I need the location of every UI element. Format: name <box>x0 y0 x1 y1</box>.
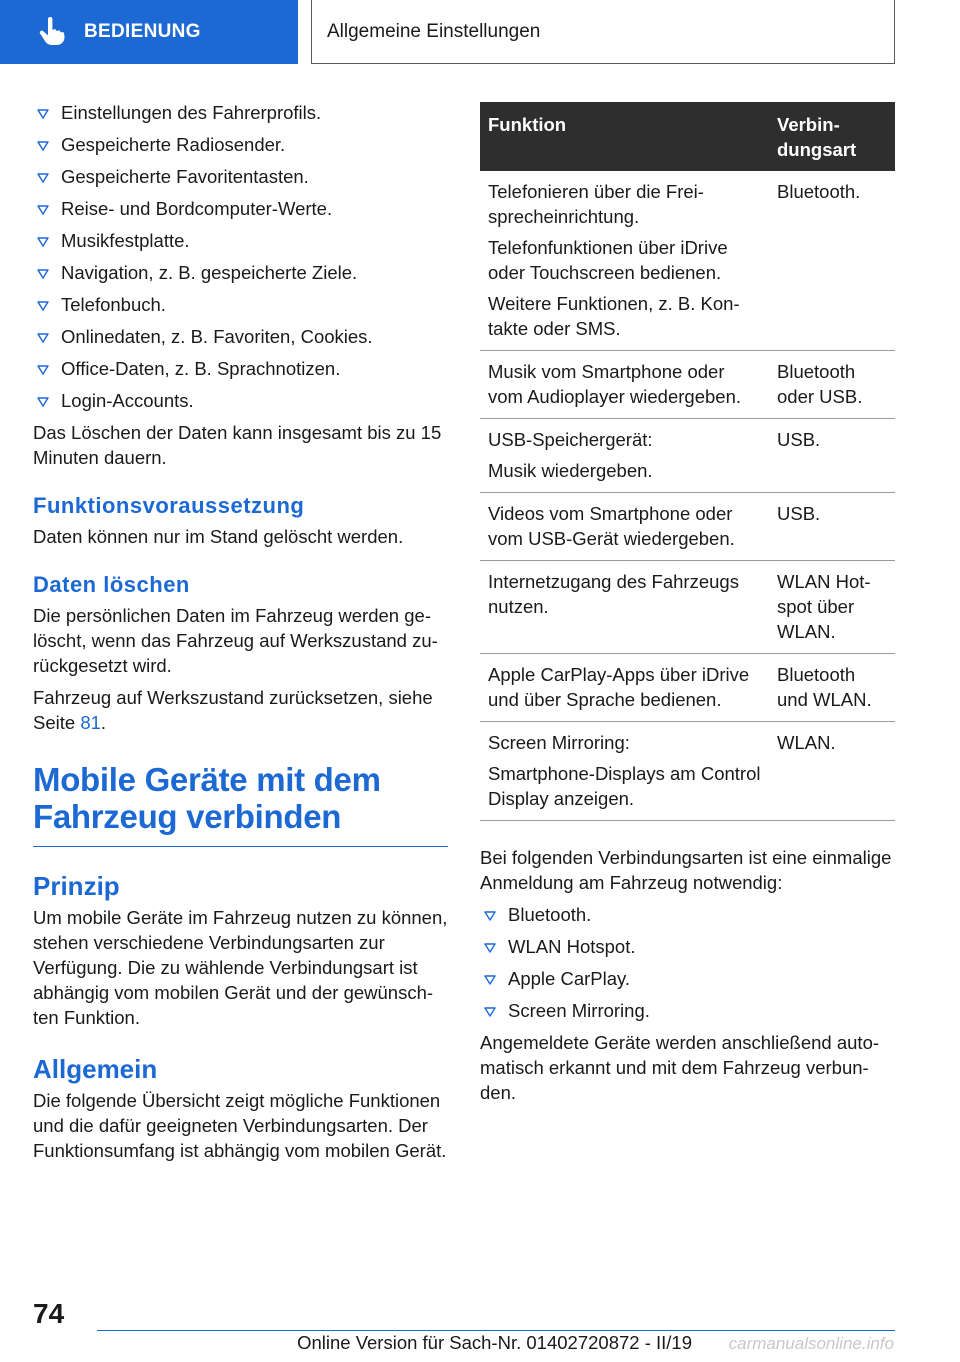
table-cell-connection: USB. <box>769 493 895 561</box>
triangle-bullet-icon <box>484 943 498 953</box>
list-item-text: Login-Accounts. <box>61 390 194 411</box>
table-cell-connection: Bluetooth oder USB. <box>769 351 895 419</box>
list-item <box>33 324 448 350</box>
triangle-bullet-icon <box>37 333 51 343</box>
triangle-bullet-icon <box>37 141 51 151</box>
registration-text: Bei folgenden Verbindungsarten ist eine einmalige Anmeldung am Fahrzeug notwendig: <box>480 847 892 893</box>
list-item <box>33 228 448 254</box>
list-item <box>33 388 448 414</box>
triangle-bullet-icon <box>484 1007 498 1017</box>
list-item-text: Office-Daten, z. B. Sprachnotizen. <box>61 358 341 379</box>
triangle-bullet-icon <box>37 109 51 119</box>
table-cell-function <box>480 171 769 351</box>
chapter-title: Allgemeine Einstellungen <box>327 20 541 42</box>
list-item <box>33 164 448 190</box>
principle-heading: Prinzip <box>33 871 120 901</box>
table-row <box>480 171 895 351</box>
list-item-text: Einstellungen des Fahrerprofils. <box>61 102 322 123</box>
list-item-text: Bluetooth. <box>508 904 592 925</box>
list-item-text: Telefonbuch. <box>61 294 166 315</box>
function-line: Telefonfunktionen über iDrive oder Touchscreen bedienen. <box>488 237 728 283</box>
reset-reference-end: . <box>100 712 107 733</box>
footer-divider <box>97 1330 895 1331</box>
precondition-heading: Funktionsvoraussetzung <box>33 493 305 518</box>
function-line: Musik vom Smartphone oder vom Audioplayer wiedergeben. <box>488 361 741 407</box>
triangle-bullet-icon <box>37 237 51 247</box>
connection-table <box>480 102 895 821</box>
function-line: Screen Mirroring: <box>488 732 630 753</box>
delete-duration-text: Das Löschen der Daten kann insgesamt bis zu 15 Minuten dauern. <box>33 422 442 468</box>
watermark-logo: carmanualsonline.info <box>728 1334 894 1353</box>
triangle-bullet-icon <box>484 911 498 921</box>
table-cell-connection: Bluetooth. <box>769 171 895 351</box>
triangle-bullet-icon <box>37 269 51 279</box>
general-text: Die folgende Übersicht zeigt mögliche Funktionen und die dafür geeigneten Verbindungsarten. Der Funktionsumfang ist abhängig vom mobilen Gerät. <box>33 1090 447 1161</box>
page-link-81[interactable]: 81 <box>80 712 101 733</box>
section-tab-label: BEDIENUNG <box>84 21 201 42</box>
table-cell-function <box>480 561 769 654</box>
section-tab <box>0 0 298 64</box>
list-item-text: WLAN Hotspot. <box>508 936 636 957</box>
function-line: Weitere Funktionen, z. B. Kontakte oder SMS. <box>488 293 740 339</box>
function-line: Telefonieren über die Freisprecheinrichtung. <box>488 181 704 227</box>
list-item <box>33 132 448 158</box>
list-item <box>33 260 448 286</box>
principle-text: Um mobile Geräte im Fahrzeug nutzen zu können, stehen verschiedene Verbindungsarten zur Verfügung. Die zu wählende Verbindungsart ist abhängig vom mobilen Gerät und der gewünschten Funktion. <box>33 907 448 1028</box>
list-item-text: Gespeicherte Radiosender. <box>61 134 286 155</box>
page-number: 74 <box>33 1298 65 1329</box>
table-row <box>480 351 895 419</box>
function-line: Apple CarPlay-Apps über iDrive und über Sprache bedienen. <box>488 664 750 710</box>
general-heading: Allgemein <box>33 1054 158 1084</box>
list-item <box>480 934 895 960</box>
list-item-text: Musikfestplatte. <box>61 230 190 251</box>
table-cell-function <box>480 351 769 419</box>
list-item <box>33 196 448 222</box>
list-item <box>33 100 448 126</box>
table-cell-function <box>480 419 769 493</box>
function-line: Internetzugang des Fahrzeugs nutzen. <box>488 571 739 617</box>
triangle-bullet-icon <box>484 975 498 985</box>
precondition-text: Daten können nur im Stand gelöscht werden. <box>33 526 404 547</box>
registered-devices-text: Angemeldete Geräte werden anschließend automatisch erkannt und mit dem Fahrzeug verbunden. <box>480 1032 880 1103</box>
table-cell-function <box>480 722 769 821</box>
table-header-row <box>480 102 895 171</box>
list-item-text: Apple CarPlay. <box>508 968 631 989</box>
left-column <box>33 100 448 1170</box>
triangle-bullet-icon <box>37 301 51 311</box>
list-item <box>480 998 895 1024</box>
triangle-bullet-icon <box>37 365 51 375</box>
table-cell-function <box>480 493 769 561</box>
table-cell-connection: USB. <box>769 419 895 493</box>
list-item-text: Onlinedaten, z. B. Favoriten, Cookies. <box>61 326 373 347</box>
triangle-bullet-icon <box>37 397 51 407</box>
table-row <box>480 419 895 493</box>
list-item <box>480 902 895 928</box>
table-cell-connection: Bluetooth und WLAN. <box>769 654 895 722</box>
table-cell-connection: WLAN Hotspot über WLAN. <box>769 561 895 654</box>
list-item-text: Gespeicherte Favoritentasten. <box>61 166 309 187</box>
triangle-bullet-icon <box>37 205 51 215</box>
function-line: Musik wiedergeben. <box>488 460 653 481</box>
online-version-text: Online Version für Sach-Nr. 01402720872 - II/19 <box>297 1332 692 1353</box>
right-column <box>480 102 895 1112</box>
list-item-text: Navigation, z. B. gespeicherte Ziele. <box>61 262 358 283</box>
registration-list <box>480 902 895 1024</box>
table-header-connection: Verbindungsart <box>769 102 895 171</box>
reset-reference-label: Fahrzeug auf Werkszustand zurücksetzen, siehe Seite <box>33 687 433 733</box>
table-row <box>480 561 895 654</box>
table-row <box>480 654 895 722</box>
list-item <box>33 356 448 382</box>
reset-reference-text <box>33 685 448 735</box>
list-item <box>480 966 895 992</box>
profile-data-list <box>33 100 448 414</box>
hand-pointer-icon <box>32 12 72 52</box>
table-header-function: Funktion <box>480 102 769 171</box>
triangle-bullet-icon <box>37 173 51 183</box>
list-item <box>33 292 448 318</box>
main-heading: Mobile Geräte mit dem Fahrzeug verbinden <box>33 761 448 847</box>
function-line: Smartphone-Displays am Control Display anzeigen. <box>488 763 761 809</box>
table-row <box>480 493 895 561</box>
table-cell-connection: WLAN. <box>769 722 895 821</box>
function-line: USB-Speichergerät: <box>488 429 653 450</box>
function-line: Videos vom Smartphone oder vom USB-Gerät wiedergeben. <box>488 503 735 549</box>
list-item-text: Screen Mirroring. <box>508 1000 650 1021</box>
chapter-title-box <box>311 0 895 64</box>
delete-data-heading: Daten löschen <box>33 572 190 597</box>
table-row <box>480 722 895 821</box>
table-cell-function <box>480 654 769 722</box>
list-item-text: Reise- und Bordcomputer-Werte. <box>61 198 333 219</box>
delete-data-text: Die persönlichen Daten im Fahrzeug werden gelöscht, wenn das Fahrzeug auf Werkszustand zurückgesetzt wird. <box>33 605 438 676</box>
